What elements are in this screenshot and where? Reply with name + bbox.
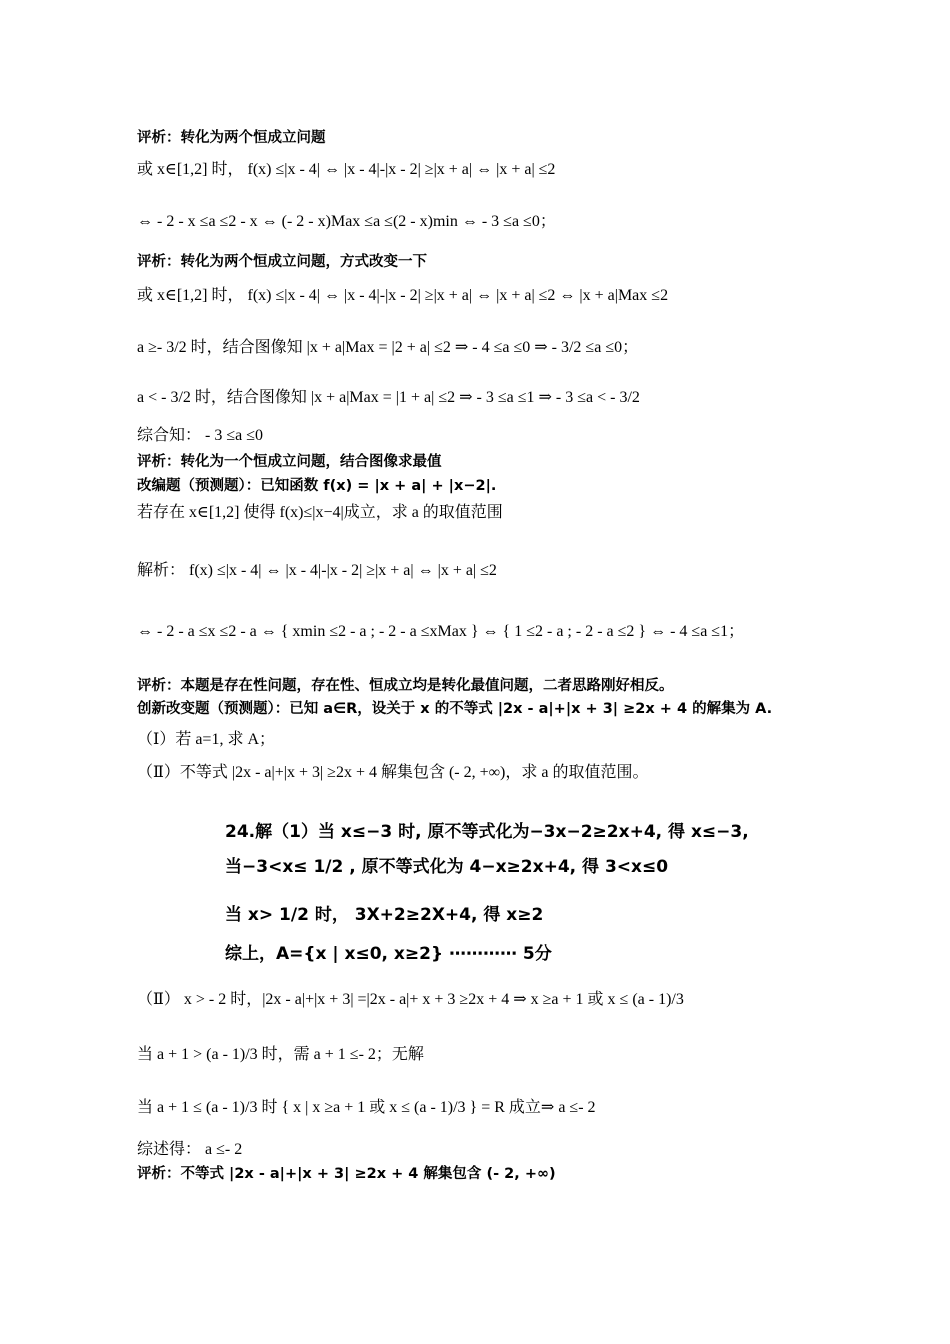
- comment-line-3: 评析：转化为一个恒成立问题，结合图像求最值: [137, 454, 442, 470]
- summary-line-2: 综述得： a ≤- 2: [137, 1141, 243, 1158]
- scan-line-4: 综上，A={x | x≤0, x≥2} ⋯⋯⋯⋯ 5分: [225, 944, 552, 964]
- part-2-question: （Ⅱ）不等式 |2x - a|+|x + 3| ≥2x + 4 解集包含 (- 2, +∞)，求 a 的取值范围。: [137, 764, 649, 781]
- comment-line-4: 评析：本题是存在性问题，存在性、恒成立均是转化最值问题，二者思路刚好相反。: [137, 678, 674, 694]
- math-line-3: 或 x∈[1,2] 时， f(x) ≤|x - 4| ⇔ |x - 4|-|x - 2| ≥|x + a| ⇔ |x + a| ≤2 ⇔ |x + a|Max ≤2: [137, 287, 669, 304]
- math-line-4: a ≥- 3/2 时，结合图像知 |x + a|Max = |2 + a| ≤2 ⇒ - 4 ≤a ≤0 ⇒ - 3/2 ≤a ≤0；: [137, 339, 639, 356]
- math-line-2: ⇔ - 2 - x ≤a ≤2 - x ⇔ (- 2 - x)Max ≤a ≤(2 - x)min ⇔ - 3 ≤a ≤0；: [137, 213, 556, 230]
- solution-line-1: 解析： f(x) ≤|x - 4| ⇔ |x - 4|-|x - 2| ≥|x + a| ⇔ |x + a| ≤2: [137, 562, 497, 579]
- adapted-problem-text: 若存在 x∈[1,2] 使得 f(x)≤|x−4|成立，求 a 的取值范围: [137, 504, 503, 521]
- summary-line-1: 综合知： - 3 ≤a ≤0: [137, 427, 263, 444]
- part-2-solution-line-3: 当 a + 1 ≤ (a - 1)/3 时 { x | x ≥a + 1 或 x ≤ (a - 1)/3 } = R 成立⇒ a ≤- 2: [137, 1099, 596, 1116]
- math-line-5: a < - 3/2 时，结合图像知 |x + a|Max = |1 + a| ≤2 ⇒ - 3 ≤a ≤1 ⇒ - 3 ≤a < - 3/2: [137, 389, 640, 406]
- innovation-problem-title: 创新改变题（预测题）：已知 a∈R，设关于 x 的不等式 |2x - a|+|x + 3| ≥2x + 4 的解集为 A.: [137, 701, 773, 717]
- scan-line-1: 24.解（1）当 x≤−3 时, 原不等式化为−3x−2≥2x+4, 得 x≤−3,: [225, 822, 749, 842]
- math-line-1: 或 x∈[1,2] 时， f(x) ≤|x - 4| ⇔ |x - 4|-|x - 2| ≥|x + a| ⇔ |x + a| ≤2: [137, 161, 556, 178]
- solution-line-2: ⇔ - 2 - a ≤x ≤2 - a ⇔ { xmin ≤2 - a ; - 2 - a ≤xMax } ⇔ { 1 ≤2 - a ; - 2 - a ≤2 } ⇔ - 4 ≤a ≤1；: [137, 623, 745, 640]
- adapted-problem-title: 改编题（预测题）：已知函数 f(x) = |x + a| + |x−2|.: [137, 478, 497, 494]
- scan-line-3: 当 x> 1/2 时， 3X+2≥2X+4, 得 x≥2: [225, 905, 544, 925]
- comment-line-5: 评析：不等式 |2x - a|+|x + 3| ≥2x + 4 解集包含 (- 2, +∞): [137, 1166, 556, 1182]
- part-2-solution-line-2: 当 a + 1 > (a - 1)/3 时，需 a + 1 ≤- 2；无解: [137, 1046, 424, 1063]
- comment-line-1: 评析：转化为两个恒成立问题: [137, 130, 326, 146]
- comment-line-2: 评析：转化为两个恒成立问题，方式改变一下: [137, 254, 427, 270]
- scan-line-2: 当−3<x≤ 1/2 , 原不等式化为 4−x≥2x+4, 得 3<x≤0: [225, 857, 669, 877]
- part-2-solution-line-1: （Ⅱ） x > - 2 时，|2x - a|+|x + 3| =|2x - a|+ x + 3 ≥2x + 4 ⇒ x ≥a + 1 或 x ≤ (a - 1)/3: [137, 991, 684, 1008]
- part-1-question: （Ⅰ）若 a=1, 求 A；: [137, 731, 276, 748]
